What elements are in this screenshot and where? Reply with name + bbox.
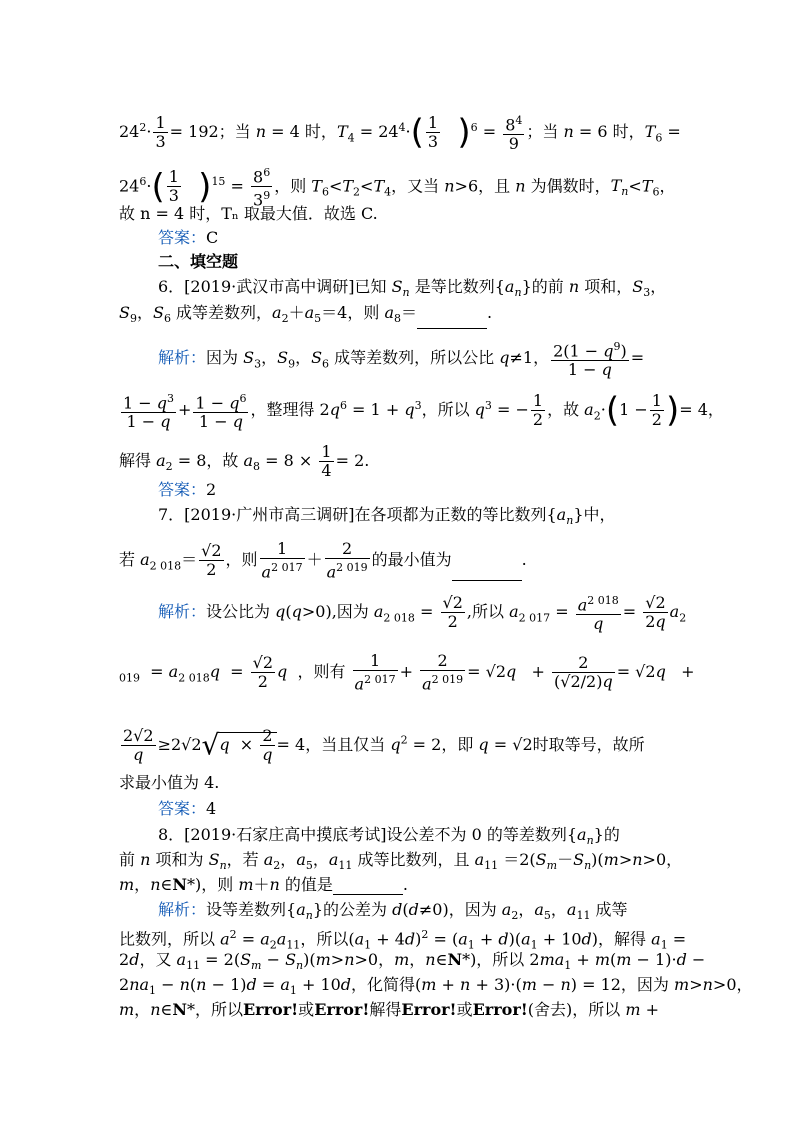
question-6-line-2: $S_9$，$S_6$ 成等差数列，$a_2+a_5=4$，则 $a_8=$ .: [119, 303, 679, 329]
question-8-line-1: 8．[2019·石家庄高中摸底考试]设公差不为 0 的等差数列$\{a_n\}$的: [158, 825, 620, 848]
question-7-solution-line-1: 解析：设公比为 q(q>0),因为 $a_{2 018}$ = $\frac{√2}{2}$ ,所以 $a_{2 017}$ = $\frac{a^{2 018}}{q}$ = $\frac{√2}{2q}$ $a_2$: [158, 593, 687, 634]
answer-label: 答案：: [158, 799, 207, 818]
answer-blank: [417, 312, 487, 329]
solution-line-3: 故 n = 4 时，Tₙ 取最大值．故选 C.: [119, 204, 378, 223]
solution-label: 解析：: [158, 348, 207, 368]
question-7-line-2: 若 $a_{2 018}=$ $\frac{√2}{2}$ ，则 $\frac{1}{a^{2 017}}$ ＋ $\frac{2}{a^{2 019}}$ 的最小值为 .: [119, 539, 527, 582]
section-title: 二、填空题: [158, 252, 239, 271]
answer-label: 答案：: [158, 228, 207, 247]
question-6-line-1: 6．[2019·武汉市高中调研]已知 $S_n$ 是等比数列$\{a_n\}$的前 n 项和，$S_3$，: [158, 277, 667, 300]
question-8-solution-line-3: 2d，又 $a_{11} = 2(S_m - S_n)(m>n>0$，m，n∈N*)，所以 $2ma_1 + m(m - 1)\cdot d$ −: [119, 950, 706, 973]
question-6-solution-line-2: $\frac{1 - q^3}{1 - q}$ + $\frac{1 - q^6}{1 - q}$ ，整理得 $2q^6 = 1 + q^3$，所以 $q^3$ = − $\frac{1}{2}$ ，故 $a_2\cdot(1$ − $\frac{1}{2}$ )= 4，: [123, 390, 724, 432]
answer-value: 4: [206, 799, 217, 818]
question-7-tag: 7．[2019·广州市高三调研]: [158, 505, 355, 524]
answer-6: [158, 480, 718, 500]
answer-value: C: [206, 228, 219, 247]
question-8-line-2: 前 n 项和为 $S_n$，若 $a_2$，$a_5$，$a_{11}$ 成等比数列，且 $a_{11} =2(S_m-S_n)(m>n>0$，: [119, 850, 683, 873]
solution-line-1: $24^2\cdot$ $\frac{1}{3}$ = 192；当 n = 4 时，$T_4 = 24^4\cdot$( $\frac{1}{3}$ )$^6$ = $\frac{8^4}{9}$ ；当 n = 6 时，$T_6$ =: [119, 112, 681, 154]
question-7-solution-line-3: $\frac{2√2}{q}$ ≥2√2√q × $\frac{2}{q}$ = 4，当且仅当 $q^2 = 2$，即 q = √2时取等号，故所: [123, 726, 645, 764]
question-8-solution-line-1: 解析：设等差数列$\{a_n\}$的公差为 d(d≠0)，因为 $a_2$，$a_5$，$a_{11}$ 成等: [158, 900, 628, 923]
solution-label: 解析：: [158, 900, 207, 919]
question-6-solution-line-3: 解得 $a_2 = 8$，故 $a_8 = 8$ × $\frac{1}{4}$ = 2.: [119, 442, 370, 480]
question-8-line-3: m，n∈N*)，则 m＋n 的值是 .: [119, 875, 408, 894]
question-8-solution-line-2: 比数列，所以 $a^2 = a_2a_{11}$，所以$(a_1 + 4d)^2 = (a_1 + d)(a_1 + 10d)$，解得 $a_1$ =: [119, 928, 687, 952]
answer-5: [158, 228, 718, 248]
answer-label: 答案：: [158, 480, 207, 499]
question-8-tag: 8．[2019·石家庄高中摸底考试]: [158, 825, 387, 844]
answer-blank: [333, 878, 403, 895]
solution-line-2: $24^6\cdot$( $\frac{1}{3}$ )$^{15}$ = $\frac{8^6}{3^9}$ ，则 $T_6<T_2<T_4$，又当 n>6，且 n 为偶数时，$T_n<T_6$，: [119, 166, 676, 210]
question-7-line-1: 7．[2019·广州市高三调研]在各项都为正数的等比数列$\{a_n\}$中，: [158, 505, 616, 528]
answer-value: 2: [206, 480, 217, 499]
question-6-tag: 6．[2019·武汉市高中调研]: [158, 277, 355, 296]
solution-label: 解析：: [158, 602, 207, 622]
question-8-solution-line-4: $2na_1 - n(n - 1)d = a_1 + 10d$，化简得(m + n + 3)·(m − n) = 12，因为 m>n>0，: [119, 975, 753, 998]
question-8-solution-line-5: m，n∈N*，所以Error!或Error!解得Error!或Error!(舍去)，所以 m +: [119, 1000, 660, 1019]
question-6-solution-line-1: 解析：因为 $S_3$，$S_9$，$S_6$ 成等差数列，所以公比 q≠1， $\frac{2(1 - q^9)}{1 - q}$ =: [158, 340, 645, 380]
question-7-solution-line-2: $_{019} = a_{2 018}q$ = $\frac{√2}{2}$ q ，则有 $\frac{1}{a^{2 017}}$ + $\frac{2}{a^{2 019}}$ = √2q + $\frac{2}{(√2/2)q}$ = √2q +: [119, 651, 695, 694]
answer-blank: [452, 564, 522, 581]
question-7-solution-line-4: 求最小值为 4.: [119, 773, 220, 792]
answer-7: [158, 799, 718, 819]
